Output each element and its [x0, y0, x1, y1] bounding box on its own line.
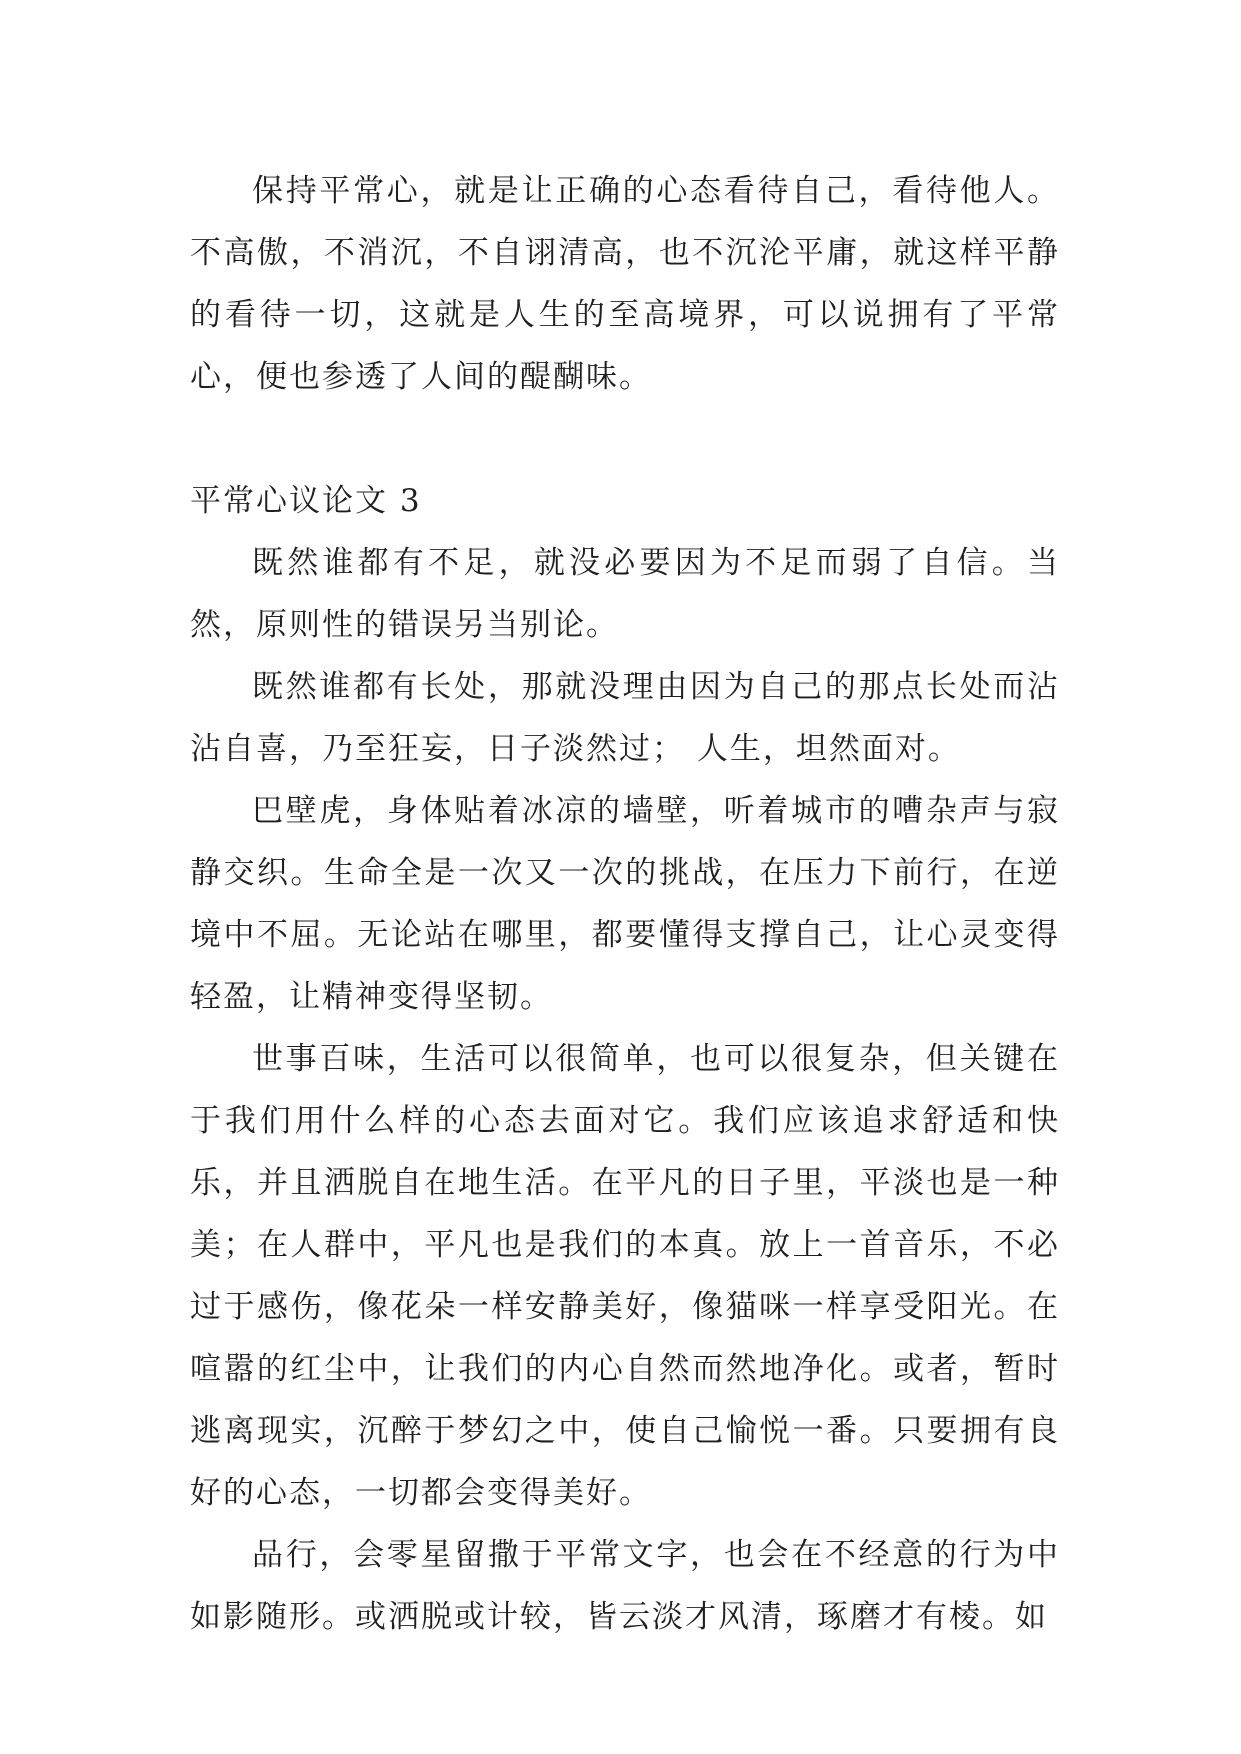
- paragraph: 保持平常心，就是让正确的心态看待自己，看待他人。不高傲，不消沉，不自诩清高，也不沉沦平庸，就这样平静的看待一切，这就是人生的至高境界，可以说拥有了平常心，便也参透了人间的醍醐味。: [190, 173, 1060, 395]
- section-title: 平常心议论文 3: [190, 483, 422, 519]
- paragraph: 巴壁虎，身体贴着冰凉的墙壁，听着城市的嘈杂声与寂静交织。生命全是一次又一次的挑战，在压力下前行，在逆境中不屈。无论站在哪里，都要懂得支撑自己，让心灵变得轻盈，让精神变得坚韧。: [190, 793, 1060, 1015]
- paragraph: 世事百味，生活可以很简单，也可以很复杂，但关键在于我们用什么样的心态去面对它。我们应该追求舒适和快乐，并且洒脱自在地生活。在平凡的日子里，平淡也是一种美；在人群中，平凡也是我们的本真。放上一首音乐，不必过于感伤，像花朵一样安静美好，像猫咪一样享受阳光。在喧嚣的红尘中，让我们的内心自然而然地净化。或者，暂时逃离现实，沉醉于梦幻之中，使自己愉悦一番。只要拥有良好的心态，一切都会变得美好。: [190, 1041, 1060, 1511]
- paragraph: 既然谁都有长处，那就没理由因为自己的那点长处而沾沾自喜，乃至狂妄，日子淡然过； 人生，坦然面对。: [190, 669, 1060, 767]
- paragraph: 既然谁都有不足，就没必要因为不足而弱了自信。当然，原则性的错误另当别论。: [190, 545, 1060, 643]
- document-body: [190, 160, 1060, 1648]
- paragraph: 品行，会零星留撒于平常文字，也会在不经意的行为中如影随形。或洒脱或计较，皆云淡才风清，琢磨才有棱。如: [190, 1537, 1060, 1635]
